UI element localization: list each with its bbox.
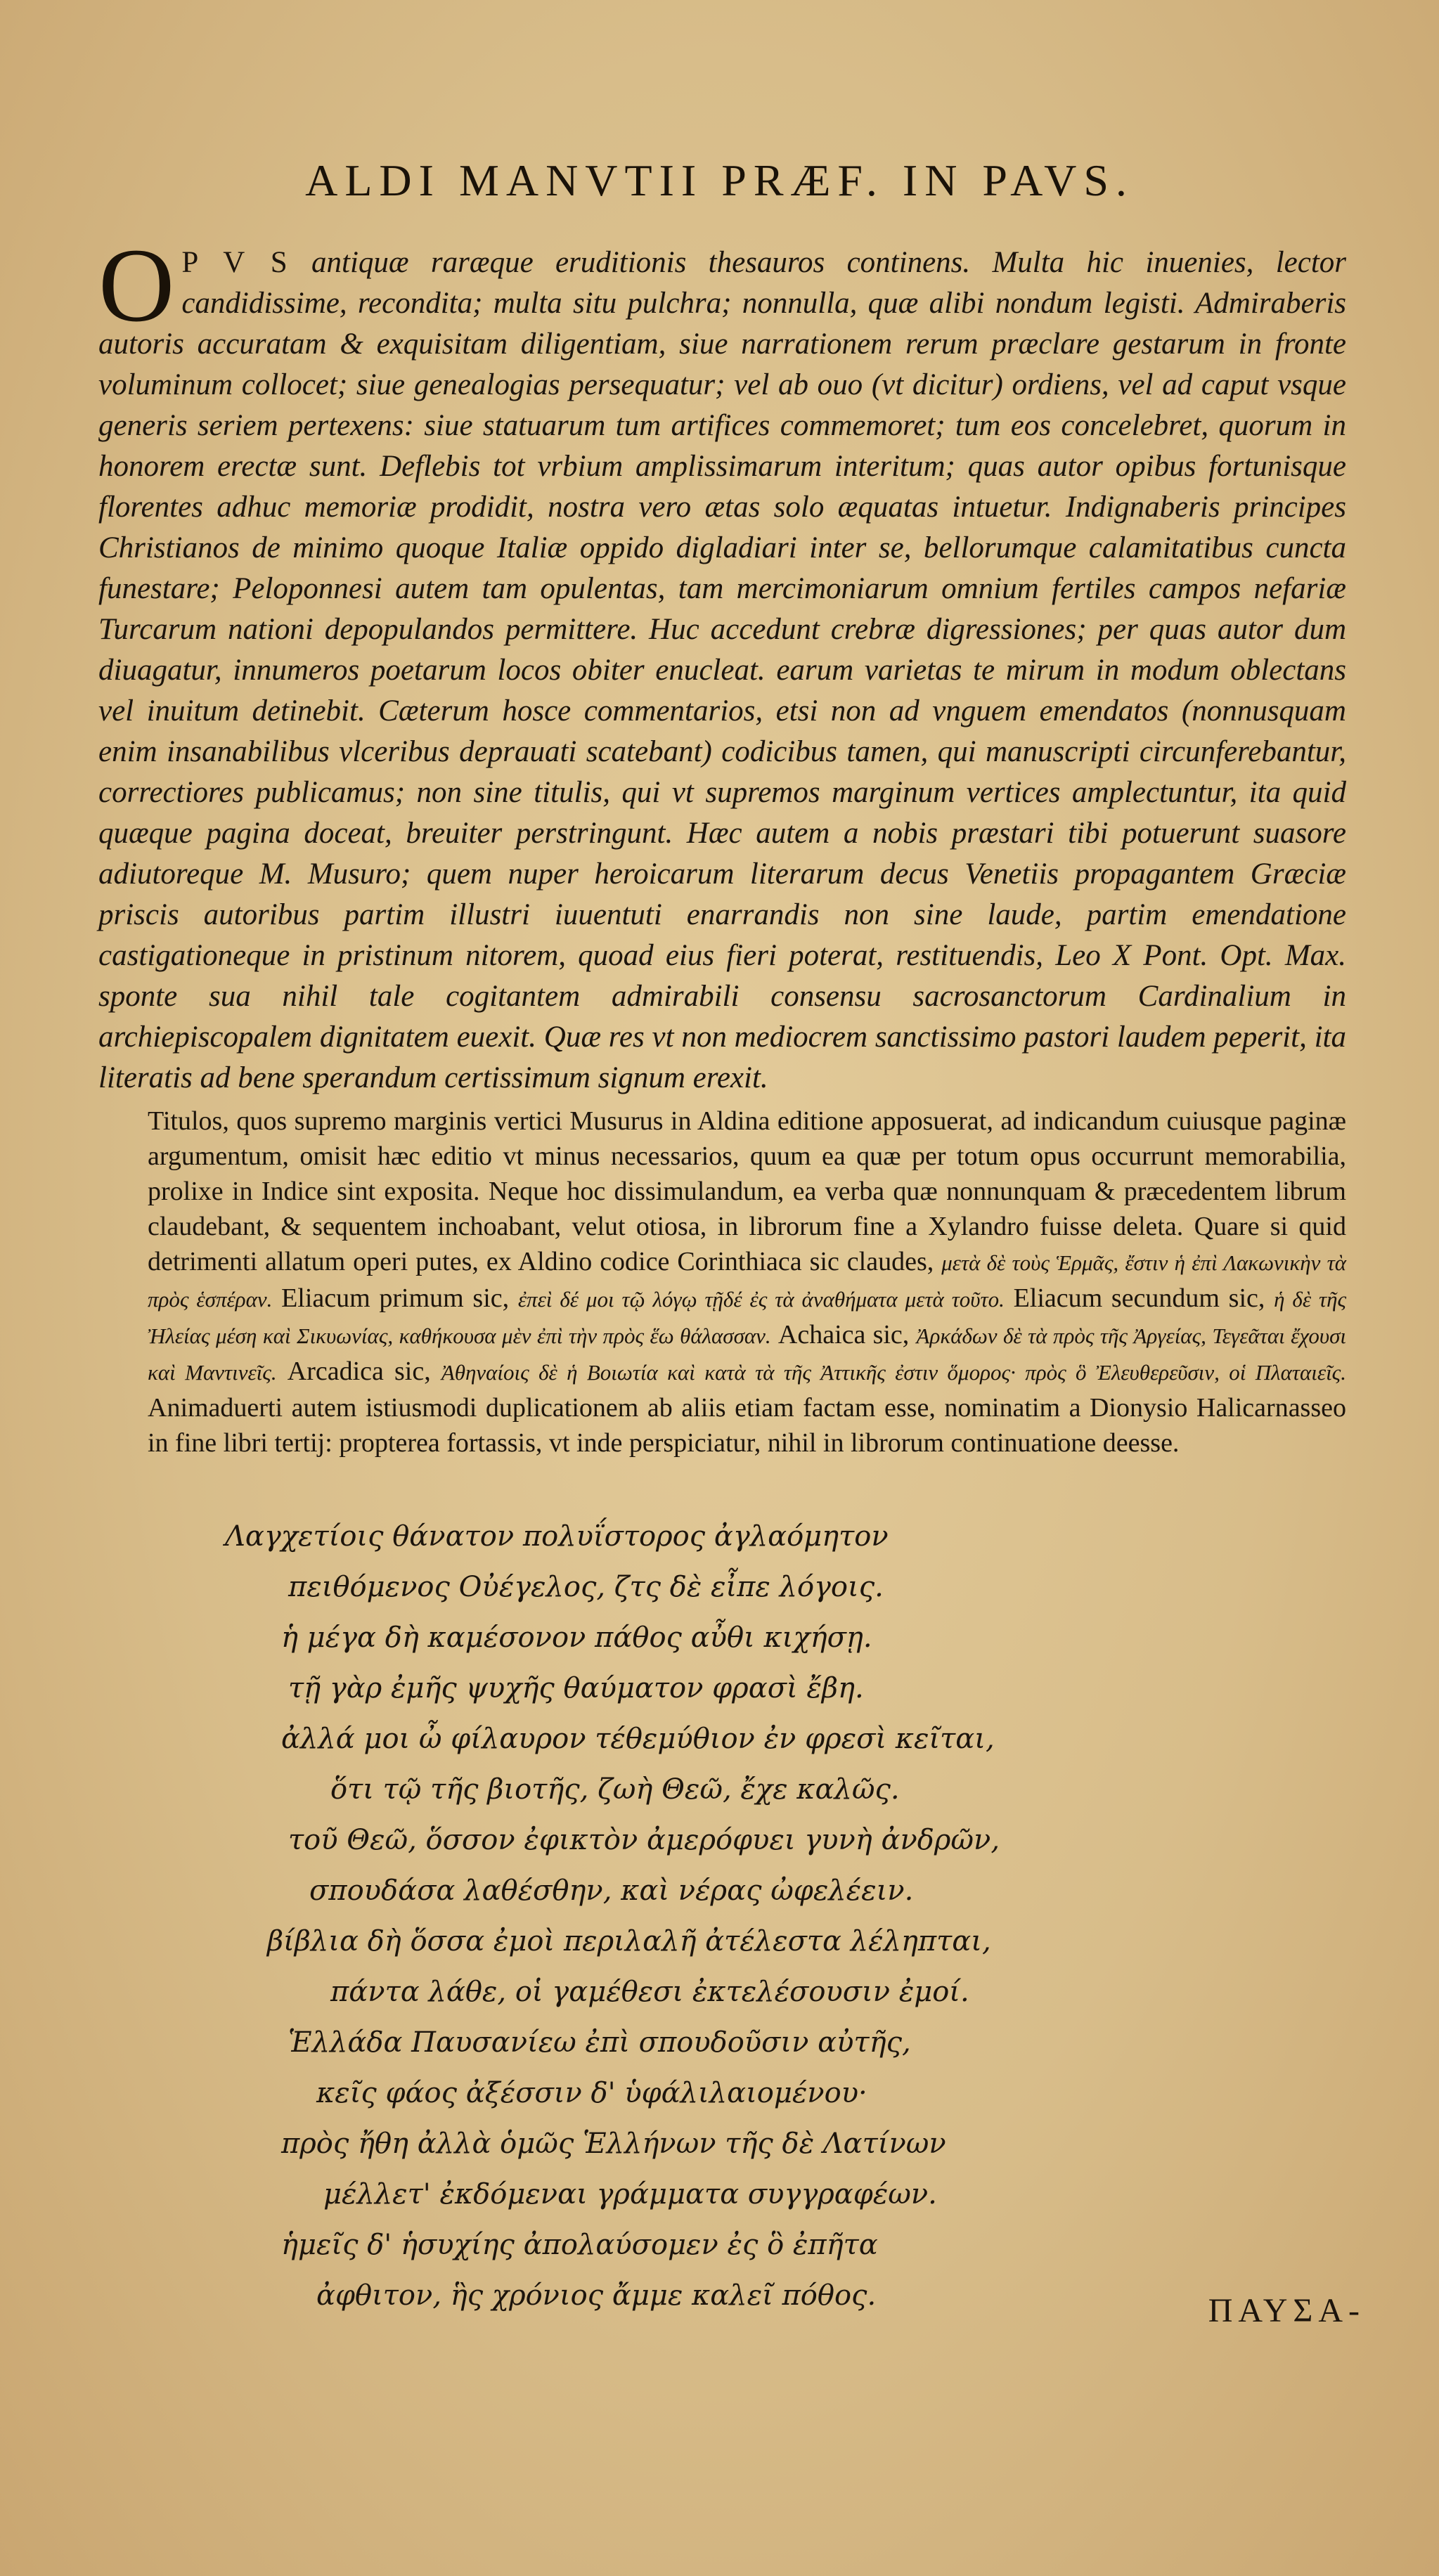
poem-line: Ἑλλάδα Παυσανίεω ἐπὶ σπουδοῦσιν αὐτῆς, xyxy=(288,2026,911,2059)
poem-line: τῇ γὰρ ἐμῆς ψυχῆς θαύματον φρασὶ ἔβη. xyxy=(288,1672,864,1704)
preface-text: antiquæ raræque eruditionis thesauros continens. Multa hic inuenies, lector candidissime, recondita; multa situ pulchra; nonnulla, quæ alibi nondum legisti. Admiraberis autoris accuratam & exquisitam diligentiam, siue narrationem rerum præclare gestarum in fronte voluminum collocet; siue genealogias persequatur; vel ab ouo (vt dicitur) ordiens, vel ad caput vsque generis seriem pertexens: siue statuarum tum artifices commemoret; tum eos concelebret, quorum in honorem erectæ sunt. Deflebis tot vrbium amplissimarum interitum; quas autor opibus fortunisque florentes adhuc memoriæ prodidit, nostra vero ætas solo æquatas intuetur. Indignaberis principes Christianos de minimo quoque Italiæ oppido digladiari inter se, bellorumque calamitatibus cuncta funestare; Peloponnesi autem tam opulentas, tam mercimoniarum omnium fertiles campos nefariæ Turcarum nationi depopulandos permittere. Huc accedunt crebræ digressiones; per quas autor dum diuagatur, innumeros poetarum locos obiter enucleat. earum varietas te mirum in modum oblectans vel inuitum detinebit. Cæterum hosce commentarios, etsi non ad vnguem emendatos (nonnusquam enim insanabilibus vlceribus deprauati scatebant) codicibus tamen, qui manuscripti circunferebantur, correctiores publicamus; non sine titulis, qui vt supremos marginum vertices amplectuntur, ita quid quæque pagina doceat, breuiter perstringunt. Hæc autem a nobis præstari tibi potuerunt suasore adiutoreque M. Musuro; quem nuper heroicarum literarum decus Venetiis propagantem Græciæ priscis autoribus partim illustri iuuentuti enarrandis non sine laude, partim emendatione castigationeque in pristinum nitorem, quoad eius fieri poterat, restituendis, Leo X Pont. Opt. Max. sponte sua nihil tale cogitantem admirabili consensu sacrosanctorum Cardinalium in archiepiscopalem dignitatem euexit. Quæ res vt non mediocrem sanctissimo pastori laudem peperit, ita literatis ad bene sperandum certissimum signum erexit. xyxy=(98,246,1347,1094)
running-head: ALDI MANVTII PRÆF. IN PAVS. xyxy=(305,155,1134,205)
note-text: Titulos, quos supremo marginis vertici Musurus in Aldina editione apposuerat, ad indicandum cuiusque paginæ argumentum, omisit hæc editio vt minus necessarios, quum ea quæ per totum opus occurrunt memorabilia, prolixe in Indice sint exposita. Neque hoc dissimulandum, ea verba quæ nonnunquam & præcedentem librum claudebant, & sequentem inchoabant, velut otiosa, in librorum fine a Xylandro fuisse deleta. Quare si quid detrimenti allatum operi putes, ex Aldino codice Corinthiaca sic claudes, xyxy=(148,1106,1346,1276)
note-text: Eliacum secundum sic, xyxy=(1013,1283,1265,1313)
note-text: Arcadica sic, xyxy=(287,1357,431,1386)
preface-paragraph xyxy=(98,227,1347,1099)
poem-line: Λαγχετίοις θάνατον πολυΐστορος ἀγλαόμητον xyxy=(225,1520,889,1553)
greek-quote-corinthiaca: μετὰ δὲ τοὺς Ἑρμᾶς, ἔστιν ἡ ἐπὶ Λακωνικὴν τὰ πρὸς ἑσπέραν. xyxy=(148,1250,1347,1312)
poem-line: πειθόμενος Οὐέγελος, ζτς δὲ εἶπε λόγοις. xyxy=(288,1571,884,1603)
poem-line: πάντα λάθε, οἱ γαμέθεσι ἐκτελέσουσιν ἐμοί. xyxy=(330,1976,969,2008)
poem-line: ὅτι τῷ τῆς βιοτῆς, ζωὴ Θεῶ, ἔχε καλῶς. xyxy=(330,1773,900,1806)
greek-quote-eliaca-1: ἐπεὶ δέ μοι τῷ λόγῳ τῇδέ ἐς τὰ ἀναθήματα μετὰ τοῦτο. xyxy=(517,1287,1005,1312)
poem-line: ἡμεῖς δ' ἡσυχίης ἀπολαύσομεν ἐς ὃ ἐπῆτα xyxy=(281,2229,878,2261)
greek-quote-eliaca-2: ἡ δὲ τῆς Ἠλείας μέση καὶ Σικυωνίας, καθήκουσα μὲν ἐπὶ τὴν πρὸς ἕω θάλασσαν. xyxy=(148,1287,1347,1348)
greek-quote-arcadica: Ἀθηναίοις δὲ ἡ Βοιωτία καὶ κατὰ τὰ τῆς Ἀττικῆς ἐστιν ὅμορος· πρὸς ὃ Ἐλευθερεῦσιν, οἱ Πλαταιεῖς. xyxy=(441,1360,1347,1385)
note-text: Eliacum primum sic, xyxy=(281,1283,510,1313)
note-text: Animaduerti autem istiusmodi duplicationem ab aliis etiam factam esse, nominatim a Dionysio Halicarnasseo in fine libri tertij: propterea fortassis, vt inde perspiciatur, nihil in librorum continuatione deesse. xyxy=(148,1393,1346,1458)
greek-elegy xyxy=(211,1511,1265,2321)
poem-line: πρὸς ἤθη ἀλλὰ ὁμῶς Ἑλλήνων τῆς δὲ Λατίνων xyxy=(281,2128,946,2160)
poem-line: κεῖς φάος ἀξέσσιν δ' ὑφάλιλαιομένου· xyxy=(316,2077,867,2109)
preface-lead: P V S xyxy=(181,246,290,279)
poem-line: ἀλλά μοι ὦ φίλαυρον τέθεμύθιον ἐν φρεσὶ κεῖται, xyxy=(281,1723,995,1755)
poem-line: σπουδάσα λαθέσθην, καὶ νέρας ὠφελέειν. xyxy=(309,1875,914,1907)
drop-cap: O xyxy=(98,227,175,344)
greek-quote-achaica: Ἀρκάδων δὲ τὰ πρὸς τῆς Ἀργείας, Τεγεᾶται ἔχουσι καὶ Μαντινεῖς. xyxy=(148,1323,1347,1385)
catchword: ΠΑΥΣΑ- xyxy=(1208,2292,1365,2329)
poem-line: ἡ μέγα δὴ καμέσονον πάθος αὖθι κιχήσῃ. xyxy=(281,1622,872,1654)
poem-line: ἀφθιτον, ἣς χρόνιος ἄμμε καλεῖ πόθος. xyxy=(316,2279,877,2312)
poem-line: τοῦ Θεῶ, ὅσσον ἐφικτὸν ἀμερόφυει γυνὴ ἀνδρῶν, xyxy=(288,1824,1000,1856)
note-text: Achaica sic, xyxy=(777,1320,910,1350)
poem-line: μέλλετ' ἐκδόμεναι γράμματα συγγραφέων. xyxy=(323,2178,937,2211)
editorial-note xyxy=(148,1103,1346,1461)
poem-line: βίβλια δὴ ὅσσα ἐμοὶ περιλαλῆ ἀτέλεστα λέληπται, xyxy=(267,1925,991,1957)
